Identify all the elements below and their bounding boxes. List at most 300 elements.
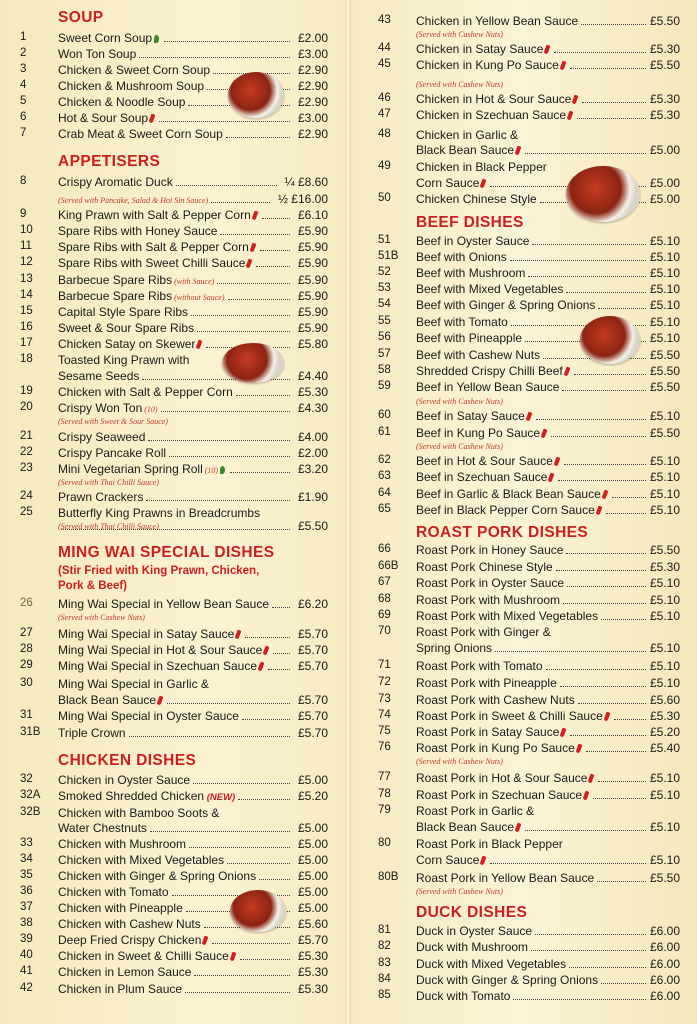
menu-item: [20, 63, 328, 79]
item-name: [416, 725, 567, 739]
item-name: [416, 641, 492, 655]
item-number: 56: [378, 331, 391, 343]
item-tag: (10): [202, 466, 219, 475]
item-price: £5.00: [297, 773, 328, 787]
item-name: [58, 430, 145, 444]
item-name: [58, 933, 209, 947]
leader-dots: [226, 137, 290, 138]
item-number: 72: [378, 676, 391, 688]
item-number: 34: [20, 853, 33, 865]
item-name: [58, 273, 214, 287]
item-name: [58, 446, 166, 460]
item-name: [58, 175, 173, 189]
menu-item: [378, 160, 680, 176]
serving-note: (Served with Cashew Nuts): [416, 887, 503, 896]
chilli-icon: [544, 45, 551, 55]
item-name-text: Chicken in Kung Po Sauce: [416, 58, 559, 72]
item-name-text: Beef with Cashew Nuts: [416, 348, 541, 362]
menu-item: [20, 385, 328, 401]
chilli-icon: [157, 696, 164, 706]
item-name: [58, 95, 185, 109]
item-name-text: Chicken & Sweet Corn Soup: [58, 63, 211, 77]
chilli-icon: [202, 936, 209, 946]
item-tag: (with Sauce): [172, 277, 215, 286]
chilli-icon: [595, 506, 602, 516]
item-name: [58, 79, 204, 93]
menu-item: [20, 240, 328, 256]
item-name-text: Black Bean Sauce: [416, 143, 515, 157]
item-name: [416, 560, 553, 574]
menu-item: [20, 289, 328, 305]
item-name-text: Crispy Won Ton: [58, 401, 143, 415]
section-heading-chicken: CHICKEN DISHES: [58, 752, 197, 769]
item-number: 20: [20, 401, 33, 413]
item-price: £5.10: [649, 298, 680, 312]
item-price: £5.00: [297, 885, 328, 899]
item-number: 28: [20, 643, 33, 655]
item-name: [416, 820, 522, 834]
item-name: [58, 462, 227, 476]
item-tag: (without Sauce): [172, 293, 225, 302]
item-name-text: Beef in Garlic & Black Bean Sauce: [416, 487, 601, 501]
item-number: 57: [378, 348, 391, 360]
menu-item: [378, 487, 680, 503]
leader-dots: [566, 553, 646, 554]
item-name-text: Chicken with Mushroom: [58, 837, 187, 851]
item-name: [58, 353, 189, 367]
item-price: £5.00: [297, 869, 328, 883]
item-name-text: Beef with Pineapple: [416, 331, 523, 345]
leaf-icon: [220, 466, 225, 474]
menu-item: [378, 725, 680, 741]
item-name: [416, 470, 555, 484]
menu-item: [20, 806, 328, 822]
item-name-text: Black Bean Sauce: [58, 693, 157, 707]
item-name-text: Toasted King Prawn with: [58, 353, 190, 367]
item-name: [416, 128, 518, 142]
item-number: 13: [20, 273, 33, 285]
item-price: £5.60: [297, 917, 328, 931]
item-name: [416, 426, 548, 440]
item-price: £5.10: [649, 659, 680, 673]
serving-note: (Served with Cashew Nuts): [416, 757, 503, 766]
item-note: (Served with Pancake, Salad & Hoi Sin Sauce): [58, 196, 209, 205]
item-name-text: Butterfly King Prawns in Breadcrumbs: [58, 506, 261, 520]
menu-item: [378, 128, 680, 144]
item-number: 35: [20, 869, 33, 881]
menu-item: [378, 426, 680, 442]
menu-item: [378, 625, 680, 641]
item-name: [416, 380, 559, 394]
menu-item: [20, 853, 328, 869]
leader-dots: [256, 266, 290, 267]
item-price: £5.10: [649, 315, 680, 329]
chilli-icon: [583, 791, 590, 801]
leader-dots: [532, 244, 646, 245]
section-heading-roast-pork: ROAST PORK DISHES: [416, 524, 589, 541]
item-name: [416, 108, 574, 122]
menu-item: [378, 250, 680, 266]
item-price: £4.00: [297, 430, 328, 444]
item-name-text: Spare Ribs with Honey Sauce: [58, 224, 218, 238]
item-price: £5.10: [649, 676, 680, 690]
item-name: [58, 693, 164, 707]
chilli-icon: [515, 823, 522, 833]
leader-dots: [191, 315, 290, 316]
item-price: £2.90: [297, 79, 328, 93]
menu-item: [378, 788, 680, 804]
item-price: £5.10: [649, 609, 680, 623]
menu-item: [378, 804, 680, 820]
item-name-text: Roast Pork with Tomato: [416, 659, 543, 673]
item-number: 47: [378, 108, 391, 120]
leader-dots: [531, 950, 646, 951]
item-number: 78: [378, 788, 391, 800]
item-price: £5.70: [297, 627, 328, 641]
item-name-text: Beef in Black Pepper Corn Sauce: [416, 503, 595, 517]
item-price: £5.50: [649, 348, 680, 362]
item-name: [416, 143, 522, 157]
menu-item: [20, 47, 328, 63]
item-price: £6.00: [649, 924, 680, 938]
menu-item: [378, 92, 680, 108]
item-name-text: Roast Pork in Yellow Bean Sauce: [416, 871, 595, 885]
menu-item: [378, 924, 680, 940]
chilli-icon: [563, 367, 570, 377]
item-name-text: Crab Meat & Sweet Corn Soup: [58, 127, 223, 141]
leader-dots: [242, 719, 290, 720]
item-price: £5.10: [649, 250, 680, 264]
item-price: £5.30: [649, 92, 680, 106]
menu-item: [20, 192, 328, 208]
menu-item: [20, 31, 328, 47]
menu-item: [378, 576, 680, 592]
item-name-text: Chicken & Noodle Soup: [58, 95, 186, 109]
leader-dots: [566, 292, 646, 293]
item-name: [58, 917, 201, 931]
item-name-text: Beef with Ginger & Spring Onions: [416, 298, 596, 312]
item-number: 4: [20, 79, 27, 91]
item-name-text: Black Bean Sauce: [416, 820, 515, 834]
food-photo-prawn-toast: [222, 343, 284, 383]
menu-item: [20, 677, 328, 693]
leader-dots: [569, 967, 646, 968]
item-name: [58, 506, 260, 520]
leader-dots: [578, 703, 646, 704]
leader-dots: [598, 781, 646, 782]
item-name-text: Roast Pork in Oyster Sauce: [416, 576, 565, 590]
section-subheading-ming-wai: (Stir Fried with King Prawn, Chicken, Pork & Beef): [58, 565, 260, 592]
leader-dots: [212, 943, 290, 944]
item-name: [416, 409, 533, 423]
item-name: [416, 924, 532, 938]
leader-dots: [148, 440, 290, 441]
item-price: £5.70: [297, 659, 328, 673]
leader-dots: [574, 374, 646, 375]
chilli-icon: [560, 728, 567, 738]
item-name: [58, 208, 259, 222]
item-price: £5.30: [297, 965, 328, 979]
item-price: £5.10: [649, 454, 680, 468]
item-number: 30: [20, 677, 33, 689]
item-name-text: Sweet Corn Soup: [58, 31, 153, 45]
leader-dots: [525, 830, 646, 831]
chilli-icon: [601, 490, 608, 500]
item-price: £5.10: [649, 503, 680, 517]
item-price: £6.00: [649, 989, 680, 1003]
leader-dots: [217, 283, 290, 284]
menu-item: [20, 305, 328, 321]
leader-dots: [227, 863, 290, 864]
item-number: 36: [20, 885, 33, 897]
item-name: [416, 234, 529, 248]
item-name: [416, 989, 510, 1003]
menu-item: [378, 108, 680, 124]
item-name: [58, 965, 191, 979]
item-name-text: Chicken in Black Pepper: [416, 160, 547, 174]
item-name-text: Roast Pork Chinese Style: [416, 560, 553, 574]
leader-dots: [211, 202, 270, 203]
item-name: [416, 543, 563, 557]
item-price: £5.50: [649, 364, 680, 378]
leader-dots: [129, 736, 290, 737]
item-name: [58, 224, 217, 238]
item-name-text: Chicken in Garlic &: [416, 128, 519, 142]
item-price: £5.70: [297, 643, 328, 657]
item-name-text: Chicken with Bamboo Soots &: [58, 806, 220, 820]
item-name: [416, 364, 571, 378]
menu-item: [20, 175, 328, 191]
item-name-text: Roast Pork in Hot & Sour Sauce: [416, 771, 588, 785]
section-heading-duck: DUCK DISHES: [416, 904, 528, 921]
item-number: 18: [20, 353, 33, 365]
item-name: [58, 901, 183, 915]
menu-item: [378, 693, 680, 709]
menu-item: [378, 14, 680, 30]
item-name-text: Beef in Kung Po Sauce: [416, 426, 541, 440]
item-name: [416, 282, 563, 296]
chilli-icon: [559, 61, 566, 71]
item-name-text: Water Chestnuts: [58, 821, 147, 835]
item-number: 58: [378, 364, 391, 376]
item-price: £5.00: [297, 821, 328, 835]
item-number: 19: [20, 385, 33, 397]
item-price: £5.70: [297, 726, 328, 740]
item-price: £4.40: [297, 369, 328, 383]
menu-item: [378, 470, 680, 486]
item-name: [416, 58, 567, 72]
item-price: £5.30: [649, 42, 680, 56]
item-number: 71: [378, 659, 391, 671]
item-name-text: Crispy Seaweed: [58, 430, 146, 444]
menu-item: [20, 401, 328, 417]
leader-dots: [606, 513, 646, 514]
menu-item: [378, 234, 680, 250]
item-price: £5.60: [649, 693, 680, 707]
section-heading-appetisers: APPETISERS: [58, 153, 161, 170]
item-name-text: Beef in Oyster Sauce: [416, 234, 530, 248]
item-name: [416, 503, 603, 517]
item-name: [58, 47, 136, 61]
item-number: 65: [378, 503, 391, 515]
leader-dots: [139, 57, 290, 58]
menu-item: [378, 543, 680, 559]
item-name: [58, 305, 188, 319]
item-name-text: Roast Pork in Honey Sauce: [416, 543, 564, 557]
item-number: 31: [20, 709, 33, 721]
menu-item: [378, 266, 680, 282]
item-name: [416, 853, 487, 867]
item-number: 40: [20, 949, 33, 961]
item-name: [58, 337, 203, 351]
item-number: 24: [20, 490, 33, 502]
item-price: £5.50: [649, 58, 680, 72]
item-name-text: Prawn Crackers: [58, 490, 144, 504]
menu-item: [378, 364, 680, 380]
item-price: £5.30: [297, 982, 328, 996]
item-price: £1.90: [297, 490, 328, 504]
item-name-text: Beef with Tomato: [416, 315, 508, 329]
item-name-text: Duck with Ginger & Spring Onions: [416, 973, 599, 987]
item-price: £6.00: [649, 973, 680, 987]
item-name: [58, 127, 223, 141]
item-price: £5.30: [297, 949, 328, 963]
chilli-icon: [572, 95, 579, 105]
leader-dots: [228, 299, 290, 300]
leader-dots: [525, 153, 646, 154]
item-price: £6.00: [649, 940, 680, 954]
item-number: 51B: [378, 250, 399, 262]
menu-item: [378, 989, 680, 1005]
menu-item: [378, 957, 680, 973]
item-number: 53: [378, 282, 391, 294]
item-price: £5.90: [297, 321, 328, 335]
item-name: [416, 771, 595, 785]
chilli-icon: [235, 630, 242, 640]
leader-dots: [164, 41, 290, 42]
item-name-text: Chicken in Satay Sauce: [416, 42, 544, 56]
item-number: 6: [20, 111, 27, 123]
item-number: 16: [20, 321, 33, 333]
leader-dots: [262, 218, 290, 219]
item-name: [58, 401, 158, 415]
serving-note: (Served with Cashew Nuts): [58, 613, 145, 622]
leader-dots: [562, 390, 646, 391]
leader-dots: [570, 68, 646, 69]
menu-item: [378, 659, 680, 675]
chilli-icon: [480, 856, 487, 866]
item-price: £5.90: [297, 273, 328, 287]
item-price: £5.70: [297, 933, 328, 947]
item-name-text: Chicken in Yellow Bean Sauce: [416, 14, 579, 28]
item-name-text: Duck with Mixed Vegetables: [416, 957, 567, 971]
item-number: 68: [378, 593, 391, 605]
item-name-text: Crispy Aromatic Duck: [58, 175, 173, 189]
leader-dots: [546, 669, 646, 670]
item-price: £5.50: [649, 871, 680, 885]
item-name-text: Barbecue Spare Ribs: [58, 273, 173, 287]
chilli-icon: [567, 111, 574, 121]
item-number: 76: [378, 741, 391, 753]
item-name-text: Ming Wai Special in Satay Sauce: [58, 627, 235, 641]
item-number: 32A: [20, 789, 41, 801]
item-number: 29: [20, 659, 33, 671]
item-name: [58, 321, 194, 335]
item-price: £5.90: [297, 240, 328, 254]
item-name: [416, 676, 557, 690]
food-photo-chicken-chinese: [566, 166, 640, 222]
leader-dots: [240, 959, 290, 960]
menu-item: [20, 369, 328, 385]
item-number: 83: [378, 957, 391, 969]
item-name-text: Beef in Yellow Bean Sauce: [416, 380, 560, 394]
chilli-icon: [263, 646, 270, 656]
item-name: [58, 949, 237, 963]
item-name-text: Roast Pork with Ginger &: [416, 625, 551, 639]
leader-dots: [189, 847, 290, 848]
leader-dots: [614, 719, 646, 720]
item-number: 37: [20, 901, 33, 913]
item-price: £2.90: [297, 63, 328, 77]
item-name-text: Chicken with Salt & Pepper Corn: [58, 385, 233, 399]
item-name-text: Deep Fried Crispy Chicken: [58, 933, 202, 947]
item-number: 59: [378, 380, 391, 392]
item-name-text: Chicken in Szechuan Sauce: [416, 108, 567, 122]
menu-item: [20, 789, 328, 805]
item-price: £4.30: [297, 401, 328, 415]
leader-dots: [564, 464, 646, 465]
item-name: [416, 593, 560, 607]
item-name-text: Sesame Seeds: [58, 369, 140, 383]
new-badge: (NEW): [204, 792, 236, 803]
item-name-text: Hot & Sour Soup: [58, 111, 149, 125]
item-name-text: Roast Pork in Garlic &: [416, 804, 535, 818]
leader-dots: [272, 607, 290, 608]
item-price: £5.10: [649, 853, 680, 867]
item-name-text: Roast Pork with Mushroom: [416, 593, 561, 607]
menu-item: [20, 821, 328, 837]
item-name-text: Chicken Chinese Style: [416, 192, 537, 206]
item-name: [58, 789, 235, 803]
leader-dots: [150, 831, 290, 832]
leader-dots: [268, 669, 290, 670]
item-price: £5.70: [297, 693, 328, 707]
leader-dots: [582, 102, 646, 103]
item-number: 49: [378, 160, 391, 172]
leader-dots: [236, 395, 290, 396]
item-name: [58, 677, 209, 691]
item-number: 66: [378, 543, 391, 555]
item-price: ¼ £8.60: [284, 175, 328, 189]
item-tag: (10): [142, 405, 158, 414]
item-number: 77: [378, 771, 391, 783]
item-name: [416, 625, 551, 639]
item-name: [58, 31, 161, 45]
item-name: [416, 837, 563, 851]
item-number: 70: [378, 625, 391, 637]
item-number: 2: [20, 47, 27, 59]
menu-item: [20, 446, 328, 462]
item-number: 7: [20, 127, 27, 139]
menu-item: [378, 676, 680, 692]
item-price: £5.10: [649, 576, 680, 590]
item-name-text: Roast Pork in Sweet & Chilli Sauce: [416, 709, 603, 723]
item-name-text: King Prawn with Salt & Pepper Corn: [58, 208, 251, 222]
menu-item: [20, 933, 328, 949]
item-name-text: Chicken with Mixed Vegetables: [58, 853, 225, 867]
item-number: 1: [20, 31, 27, 43]
item-name-text: Corn Sauce: [416, 853, 480, 867]
